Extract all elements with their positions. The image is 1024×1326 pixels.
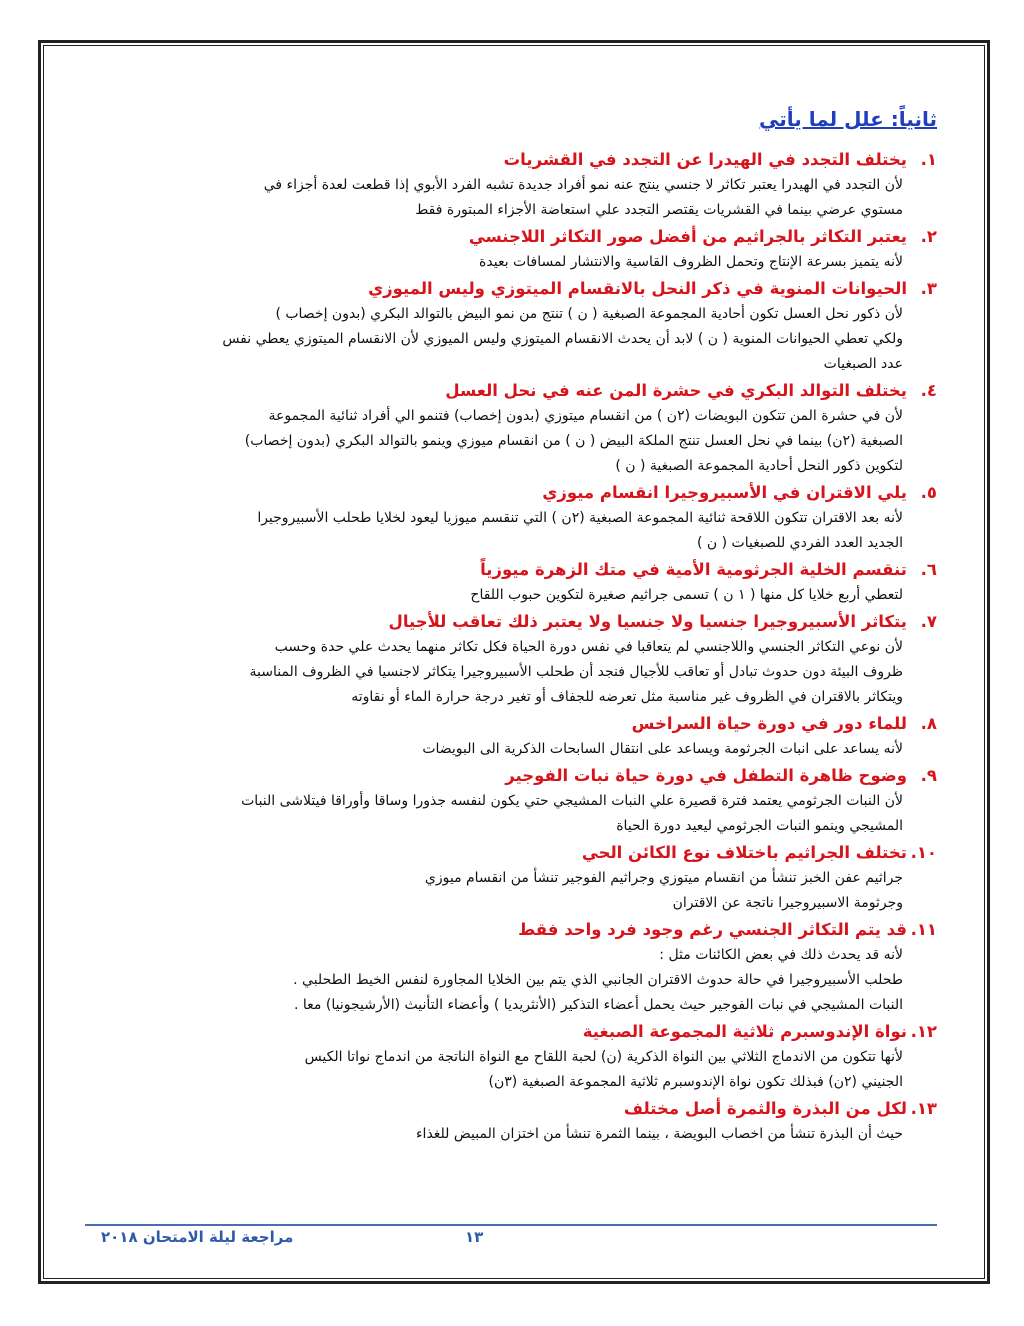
question-number: ٣. xyxy=(920,279,937,298)
answer-line: لأنه يتميز بسرعة الإنتاج وتحمل الظروف القاسية والانتشار لمسافات بعيدة xyxy=(479,254,903,270)
answer-line: ويتكاثر بالاقتران في الظروف غير مناسبة مثل تعرضه للجفاف أو تغير درجة حرارة الماء أو نقاوته xyxy=(351,689,903,705)
question-number: ٦. xyxy=(920,560,937,579)
question-item xyxy=(85,762,937,839)
question-item xyxy=(85,608,937,710)
question-item xyxy=(85,275,937,377)
question-item xyxy=(85,223,937,275)
question-text: وضوح ظاهرة التطفل في دورة حياة نبات الفوجير xyxy=(505,766,907,785)
question-text: الحيوانات المنوية في ذكر النحل بالانقسام الميتوزي وليس الميوزي xyxy=(368,279,907,298)
question-number: ١٢. xyxy=(910,1022,937,1041)
question-number: ٩. xyxy=(920,766,937,785)
answer-line: لأنه قد يحدث ذلك في بعض الكائنات مثل : xyxy=(659,947,903,963)
question-heading xyxy=(85,556,937,583)
question-text: يعتبر التكاثر بالجراثيم من أفضل صور التكاثر اللاجنسي xyxy=(468,227,907,246)
question-item xyxy=(85,839,937,916)
question-heading xyxy=(85,1095,937,1122)
question-text: يلي الاقتران في الأسبيروجيرا انقسام ميوزي xyxy=(542,483,907,502)
answer-line: حيث أن البذرة تنشأ من اخصاب البويضة ، بينما الثمرة تنشأ من اختزان المبيض للغذاء xyxy=(415,1126,903,1142)
question-text: تختلف الجراثيم باختلاف نوع الكائن الحي xyxy=(581,843,907,862)
question-number: ٧. xyxy=(920,612,937,631)
question-item xyxy=(85,1095,937,1147)
answer-line: لأنها تتكون من الاندماج الثلاثي بين النواة الذكرية (ن) لحبة اللقاح مع النواة الناتجة من اندماج نواتا الكيس xyxy=(304,1049,903,1065)
question-text: نواة الإندوسبرم ثلاثية المجموعة الصبغية xyxy=(582,1022,907,1041)
question-heading xyxy=(85,1018,937,1045)
question-heading xyxy=(85,608,937,635)
question-item xyxy=(85,1018,937,1095)
question-heading xyxy=(85,146,937,173)
question-number: ٨. xyxy=(920,714,937,733)
question-number: ١١. xyxy=(910,920,937,939)
question-heading xyxy=(85,275,937,302)
question-heading xyxy=(85,479,937,506)
answer-line: ظروف البيئة دون حدوث تبادل أو تعاقب للأجيال فنجد أن طحلب الأسبيروجيرا يتكاثر لاجنسيا في الظروف المناسبة xyxy=(249,664,903,680)
question-text: تنقسم الخلية الجرثومية الأمية في متك الزهرة ميوزياً xyxy=(480,560,907,579)
question-text: يتكاثر الأسبيروجيرا جنسيا ولا جنسيا ولا يعتبر ذلك تعاقب للأجيال xyxy=(388,612,907,631)
answer-line: لأن ذكور نحل العسل تكون أحادية المجموعة الصبغية ( ن ) تنتج من نمو البيض بالتوالد البكري (بدون إخصاب ) xyxy=(275,306,903,322)
answer-line: لأنه يساعد على انبات الجرثومة ويساعد على انتقال السابحات الذكرية الى البويضات xyxy=(422,741,903,757)
answer-line: المشيجي وينمو النبات الجرثومي ليعيد دورة الحياة xyxy=(616,818,903,834)
answer-line: لأنه بعد الاقتران تتكون اللاقحة ثنائية المجموعة الصبغية (٢ن ) التي تنقسم ميوزيا ليعود لخلايا طحلب الأسبيروجيرا xyxy=(257,510,903,526)
answer-line: لتكوين ذكور النحل أحادية المجموعة الصبغية ( ن ) xyxy=(615,458,903,474)
question-number: ٤. xyxy=(920,381,937,400)
question-item xyxy=(85,377,937,479)
question-heading xyxy=(85,762,937,789)
answer-line: لأن التجدد في الهيدرا يعتبر تكاثر لا جنسي ينتج عنه نمو أفراد جديدة تشبه الفرد الأبوي إذا قطعت لعدة أجزاء في xyxy=(263,177,903,193)
question-heading xyxy=(85,839,937,866)
question-item xyxy=(85,710,937,762)
answer-line: الصبغية (٢ن) بينما في نحل العسل تنتج الملكة البيض ( ن ) من انقسام ميوزي وينمو بالتوالد البكري (بدون إخصاب) xyxy=(244,433,903,449)
question-text: لكل من البذرة والثمرة أصل مختلف xyxy=(623,1099,907,1118)
answer-line: وجرثومة الاسبيروجيرا ناتجة عن الاقتران xyxy=(672,895,903,911)
question-heading xyxy=(85,916,937,943)
document-body xyxy=(85,104,937,1147)
answer-line: جراثيم عفن الخبز تنشأ من انقسام ميتوزي وجراثيم الفوجير تنشأ من انقسام ميوزي xyxy=(424,870,903,886)
question-text: يختلف التجدد في الهيدرا عن التجدد في القشريات xyxy=(503,150,907,169)
question-text: قد يتم التكاثر الجنسي رغم وجود فرد واحد فقط xyxy=(518,920,907,939)
question-number: ٢. xyxy=(920,227,937,246)
answer-line: لأن في حشرة المن تتكون البويضات (٢ن ) من انقسام ميتوزي (بدون إخصاب) فتنمو الي أفراد ثنائية المجموعة xyxy=(268,408,903,424)
section-title: ثانياً: علل لما يأتي xyxy=(759,107,937,131)
question-number: ٥. xyxy=(920,483,937,502)
question-text: للماء دور في دورة حياة السراخس xyxy=(631,714,907,733)
question-number: ١. xyxy=(920,150,937,169)
page-number: ١٣ xyxy=(465,1228,484,1246)
question-heading xyxy=(85,377,937,404)
question-text: يختلف التوالد البكري في حشرة المن عنه في نحل العسل xyxy=(445,381,907,400)
answer-line: ولكي تعطي الحيوانات المنوية ( ن ) لابد أن يحدث الانقسام الميتوزي وليس الميوزي لأن الانقسام الميتوزي يعطي نفس xyxy=(222,331,903,347)
question-item xyxy=(85,146,937,223)
answer-line: لتعطي أربع خلايا كل منها ( ١ ن ) تسمى جراثيم صغيرة لتكوين حبوب اللقاح xyxy=(470,587,903,603)
answer-line: عدد الصبغيات xyxy=(823,356,903,372)
page-footer xyxy=(85,1224,937,1250)
answer-line: لأن نوعي التكاثر الجنسي واللاجنسي لم يتعاقبا في نفس دورة الحياة فكل تكاثر منهما يحدث علي حدة وحسب xyxy=(274,639,903,655)
answer-line: النبات المشيجي في نبات الفوجير حيث يحمل أعضاء التذكير (الأنثريديا ) وأعضاء التأنيث (الأرشيجونيا) معا . xyxy=(294,997,903,1013)
question-heading xyxy=(85,710,937,737)
question-number: ١٠. xyxy=(910,843,937,862)
footer-title: مراجعة ليلة الامتحان ٢٠١٨ xyxy=(101,1228,294,1246)
question-heading xyxy=(85,223,937,250)
answer-line: طحلب الأسبيروجيرا في حالة حدوث الاقتران الجانبي الذي يتم بين الخلايا المجاورة لنفس الخيط الطحلبي . xyxy=(293,972,903,988)
answer-line: الجديد العدد الفردي للصبغيات ( ن ) xyxy=(696,535,903,551)
question-item xyxy=(85,916,937,1018)
question-list xyxy=(85,146,937,1147)
answer-line: مستوي عرضي بينما في القشريات يقتصر التجدد علي استعاضة الأجزاء المبتورة فقط xyxy=(415,202,903,218)
question-item xyxy=(85,479,937,556)
question-item xyxy=(85,556,937,608)
answer-line: لأن النبات الجرثومي يعتمد فترة قصيرة علي النبات المشيجي حتي يكون لنفسه جذورا وساقا وأوراقا فيتلاشى النبات xyxy=(241,793,903,809)
question-number: ١٣. xyxy=(910,1099,937,1118)
answer-line: الجنيني (٢ن) فبذلك تكون نواة الإندوسبرم ثلاثية المجموعة الصبغية (٣ن) xyxy=(488,1074,903,1090)
